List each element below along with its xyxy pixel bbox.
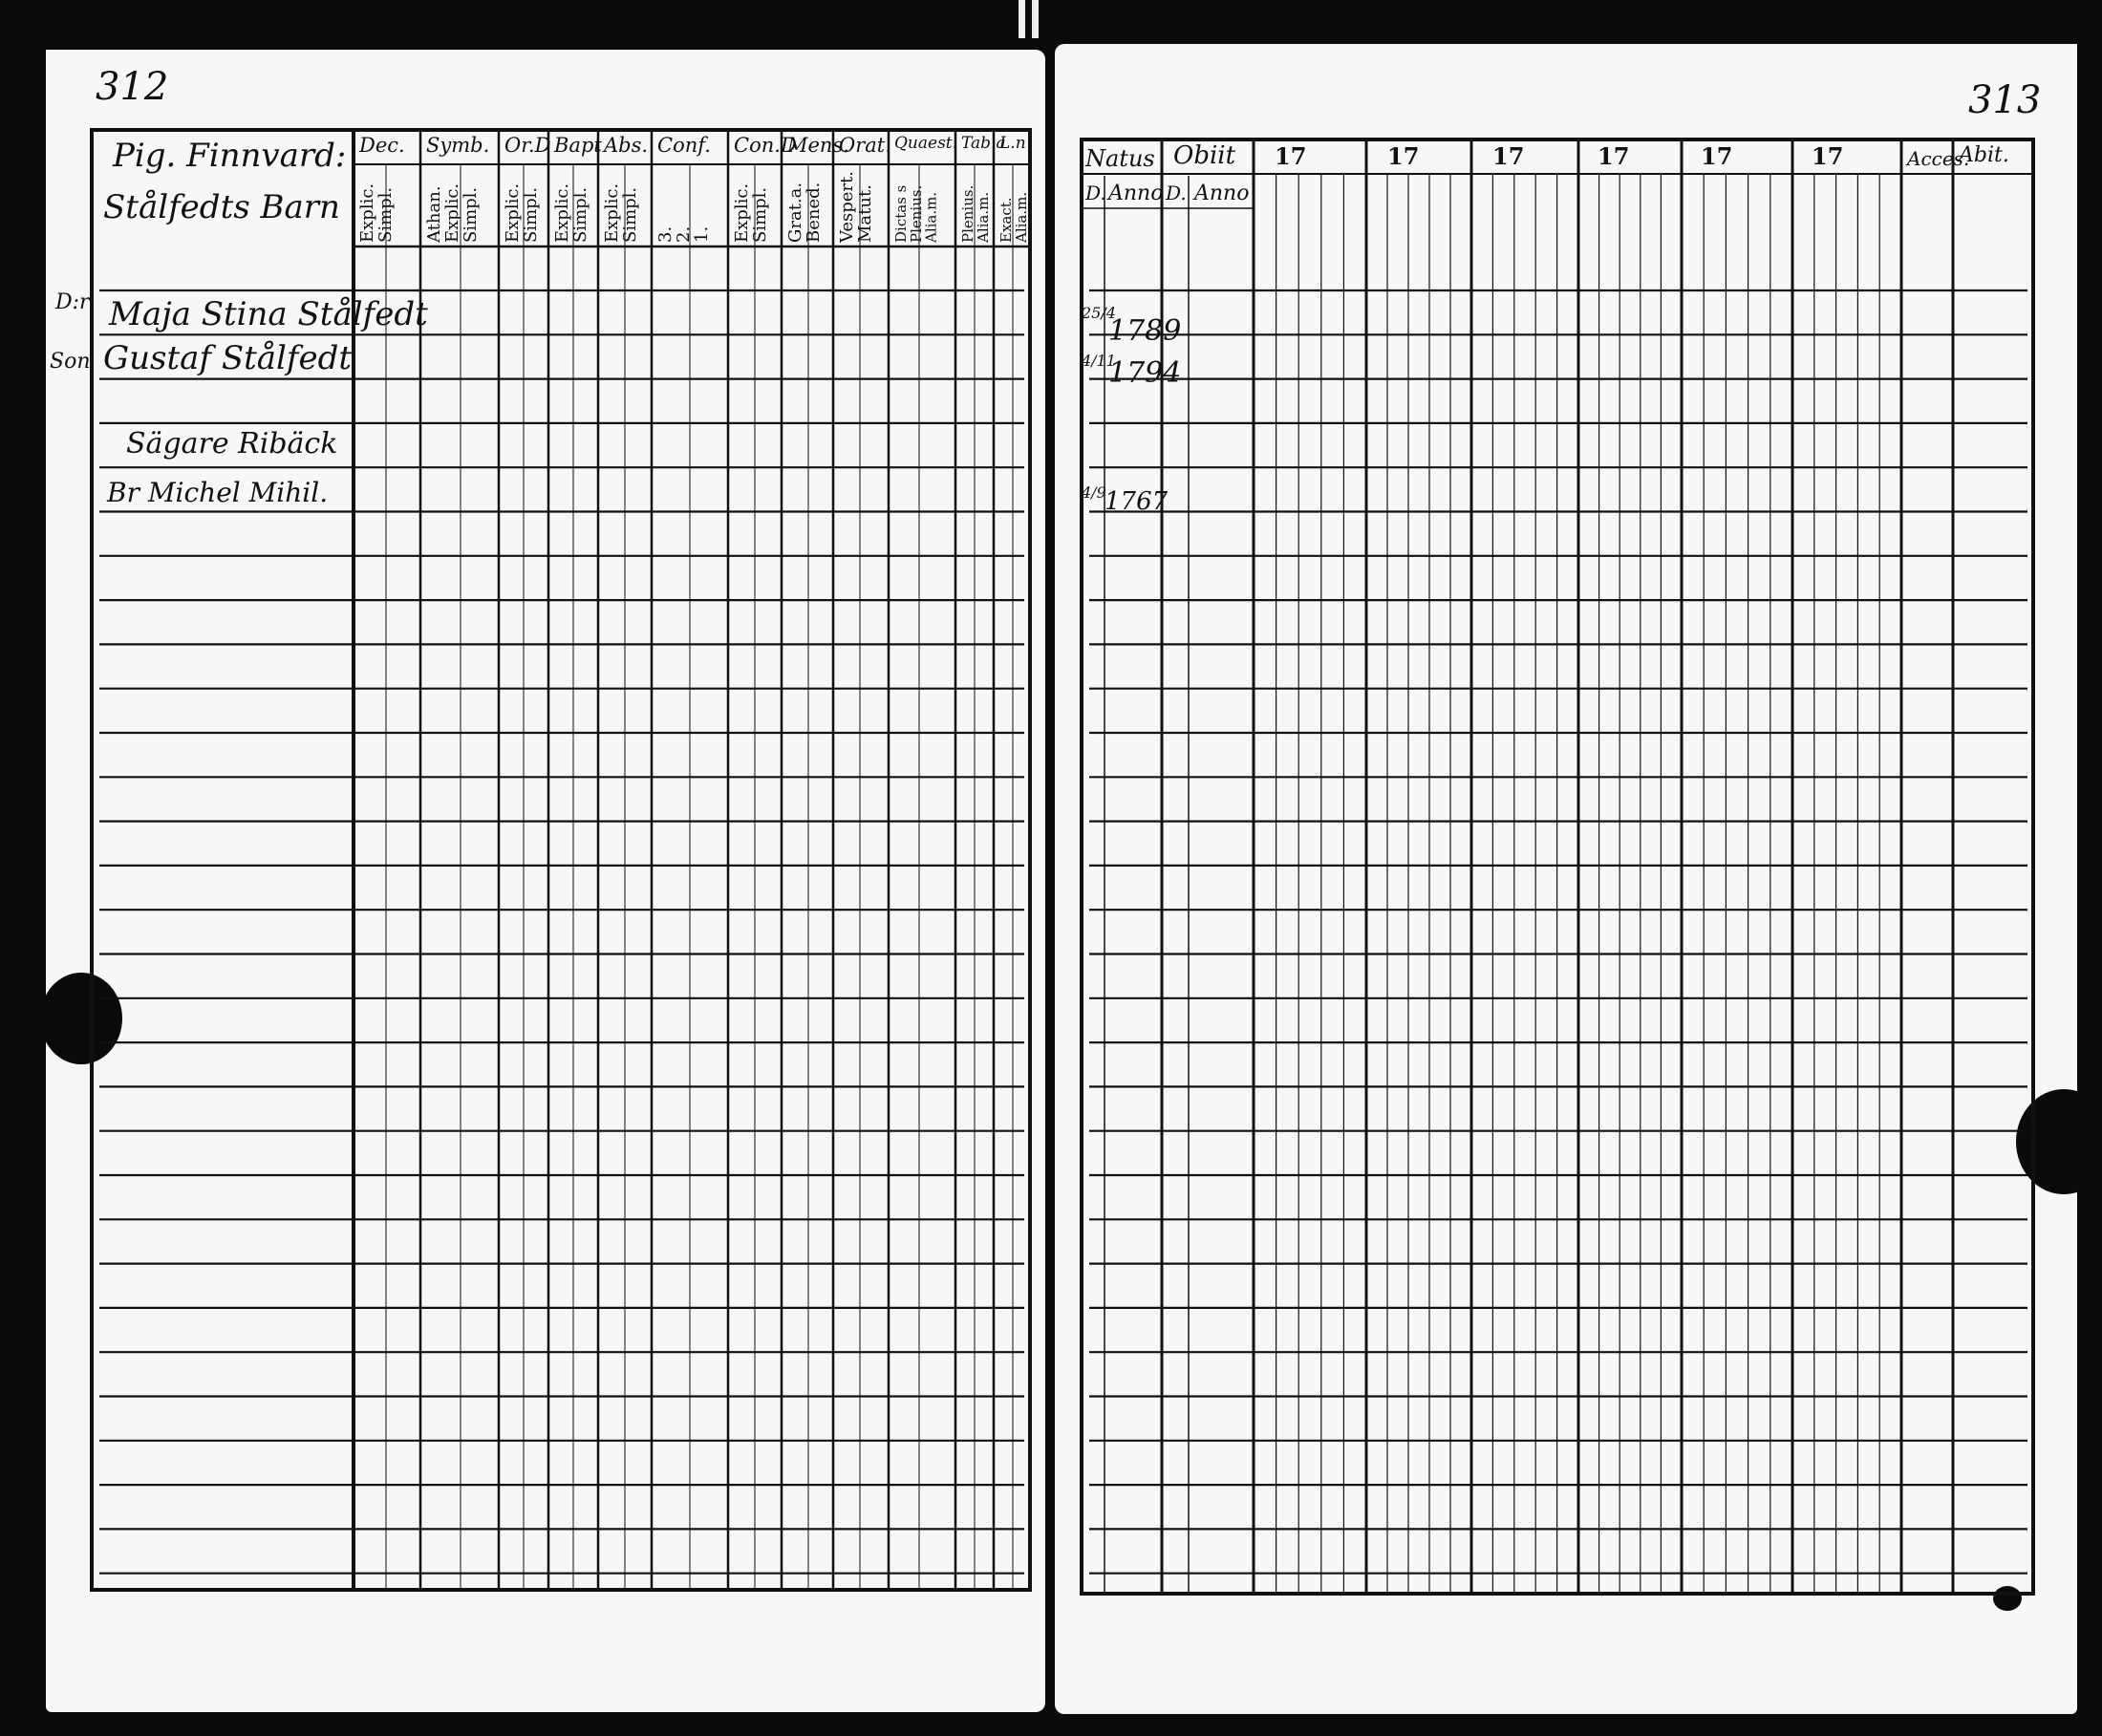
abit-header: Abit. (1959, 143, 2009, 167)
column-header-top: Mens. (787, 134, 849, 157)
natus-anno-header: Anno (1108, 182, 1164, 205)
page-number-right: 313 (1968, 78, 2042, 122)
column-header-sub: Explic. Simpl. (602, 182, 640, 243)
entry-name: Br Michel Mihil. (107, 477, 329, 508)
year-column-header: 17 (1598, 142, 1630, 170)
birth-day: 4/11 (1082, 352, 1116, 370)
column-header-sub: Exact. Alia.m. (997, 191, 1030, 243)
column-header-top: Conf. (657, 134, 711, 157)
birth-day: 4/9 (1082, 483, 1106, 502)
birth-year: 1767 (1105, 487, 1169, 516)
column-header-top: Bapt (554, 134, 602, 157)
natus-day-header: D. (1085, 182, 1106, 204)
obiit-header: Obiit (1173, 141, 1236, 170)
column-header-sub: Explic. Simpl. (503, 182, 541, 243)
column-header-sub: Explic. Simpl. (357, 182, 396, 243)
entry-margin-note: Son (50, 350, 91, 374)
column-header-top: Dec. (359, 134, 405, 157)
year-column-header: 17 (1492, 142, 1525, 170)
column-header-sub: Grat.a. Bened. (785, 182, 824, 243)
birth-year: 1794 (1108, 356, 1182, 390)
column-header-top: Abs. (604, 134, 649, 157)
year-column-header: 17 (1701, 142, 1733, 170)
column-header-sub: 3. 2. 1. (655, 225, 712, 243)
column-header-top: Orat. (839, 134, 891, 157)
page-number-left: 312 (96, 65, 169, 109)
column-header-top: Symb. (426, 134, 490, 157)
entry-name: Sägare Ribäck (126, 427, 338, 461)
column-header-sub: Explic. Simpl. (552, 182, 590, 243)
entry-margin-note: D:r (55, 290, 90, 314)
column-header-top: Or.D (504, 134, 551, 157)
obiit-day-header: D. (1166, 182, 1187, 204)
column-header-top: Quaest. (894, 134, 958, 153)
entry-name: Maja Stina Stålfedt (109, 295, 428, 333)
column-header-sub: Dictas s Plenius. Alia.m. (892, 184, 940, 243)
column-header-sub: Vespert. Matut. (837, 171, 875, 243)
entry-name: Gustaf Stålfedt (103, 339, 353, 377)
birth-year: 1789 (1108, 314, 1182, 348)
column-header-sub: Athan. Explic. Simpl. (424, 182, 481, 243)
obiit-anno-header: Anno (1194, 182, 1250, 205)
column-header-sub: Plenius. Alia.m. (959, 184, 992, 243)
name-column-caption-line2: Stålfedts Barn (103, 188, 340, 226)
acces-header: Acces. (1907, 147, 1970, 170)
column-header-top: L.n (999, 134, 1026, 153)
column-header-sub: Explic. Simpl. (732, 182, 770, 243)
column-header-top: Con.D (734, 134, 797, 157)
year-column-header: 17 (1812, 142, 1844, 170)
name-column-caption-line1: Pig. Finnvard: (113, 137, 347, 175)
natus-header: Natus (1085, 145, 1155, 172)
year-column-header: 17 (1387, 142, 1420, 170)
birth-day: 25/4 (1082, 304, 1116, 322)
year-column-header: 17 (1275, 142, 1307, 170)
column-header-top: Tab.a (961, 134, 1006, 153)
